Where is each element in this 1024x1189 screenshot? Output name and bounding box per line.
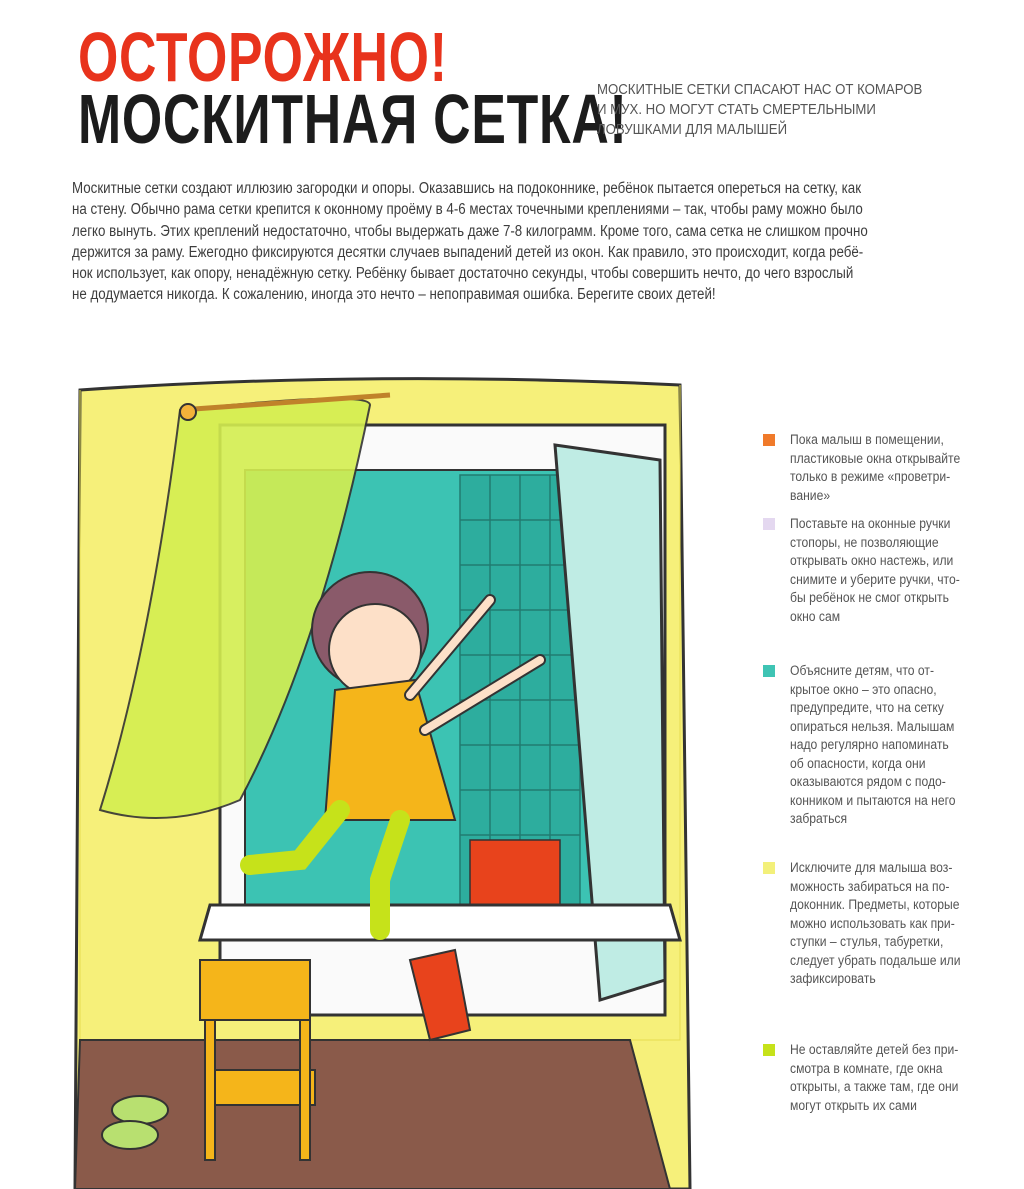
tip-line: можность забираться на по-: [790, 878, 950, 894]
bullet-square: [763, 518, 775, 530]
tip-line: опираться нельзя. Малышам: [790, 718, 955, 734]
tip-line: пластиковые окна открывайте: [790, 450, 961, 466]
slipper: [112, 1096, 168, 1124]
intro-line: не додумается никогда. К сожалению, иногда это нечто – непоправимая ошибка. Берегите своих детей!: [72, 286, 716, 304]
tip-line: Поставьте на оконные ручки: [790, 516, 951, 531]
tip-line: бы ребёнок не смог открыть: [790, 590, 949, 605]
tip-line: Пока малыш в помещении,: [790, 432, 944, 447]
tip-text: [790, 662, 982, 829]
subtitle: [597, 80, 922, 140]
tip-line: открыты, а также там, где они: [790, 1079, 959, 1094]
intro-line: легко вынуть. Этих креплений недостаточно, чтобы выдержать даже 7-8 килограмм. Кроме того, сама сетка не слишком прочно: [72, 222, 868, 240]
subtitle-line: МОСКИТНЫЕ СЕТКИ СПАСАЮТ НАС ОТ КОМАРОВ: [597, 81, 923, 98]
tip-line: зафиксировать: [790, 971, 876, 986]
title-mosquito-net: МОСКИТНАЯ СЕТКА!: [78, 80, 628, 158]
tip-text: [790, 515, 982, 626]
intro-line: Москитные сетки создают иллюзию загородки и опоры. Оказавшись на подоконнике, ребёнок пытается опереться на сетку, как: [72, 180, 862, 197]
tip-line: могут открыть их сами: [790, 1097, 917, 1113]
tip-line: крытое окно – это опасно,: [790, 681, 937, 697]
tip-line: оказываются рядом с подо-: [790, 774, 946, 789]
slipper: [102, 1121, 158, 1149]
intro-line: на стену. Обычно рама сетки крепится к оконному проёму в 4-6 местах точечными креплениями – так, чтобы раму можно было: [72, 201, 863, 219]
tip-line: снимите и уберите ручки, что-: [790, 571, 960, 587]
tip-line: об опасности, когда они: [790, 755, 926, 771]
tip-line: Исключите для малыша воз-: [790, 860, 953, 875]
outside-roof: [470, 840, 560, 905]
intro-line: нок использует, как опору, ненадёжную сетку. Ребёнку бывает достаточно секунды, чтобы совершить нечто, до чего взрослый: [72, 265, 854, 283]
tip-item: [763, 859, 1003, 989]
tip-line: конником и пытаются на него: [790, 792, 956, 808]
curtain-rod-finial: [180, 404, 196, 420]
intro-line: держится за раму. Ежегодно фиксируются десятки случаев выпадений детей из окон. Как правило, это происходит, когда ребё-: [72, 243, 864, 261]
subtitle-line: ЛОВУШКАМИ ДЛЯ МАЛЫШЕЙ: [597, 121, 788, 138]
tip-line: Объясните детям, что от-: [790, 663, 934, 678]
window-sill: [200, 905, 680, 940]
tip-item: [763, 662, 1003, 829]
bullet-square: [763, 665, 775, 677]
tip-line: ступки – стулья, табуретки,: [790, 934, 944, 949]
tip-text: [790, 431, 982, 505]
tip-line: только в режиме «проветри-: [790, 469, 951, 484]
tip-line: доконник. Предметы, которые: [790, 897, 960, 912]
tip-line: вание»: [790, 487, 831, 503]
tip-text: [790, 1041, 982, 1115]
bullet-square: [763, 862, 775, 874]
tip-line: смотра в комнате, где окна: [790, 1060, 943, 1076]
intro-paragraph: [72, 178, 868, 306]
tip-item: [763, 1041, 1003, 1115]
tip-line: стопоры, не позволяющие: [790, 534, 939, 550]
bullet-square: [763, 434, 775, 446]
title-warning: ОСТОРОЖНО!: [78, 18, 448, 96]
window-illustration: [70, 350, 700, 1189]
subtitle-line: И МУХ. НО МОГУТ СТАТЬ СМЕРТЕЛЬНЫМИ: [597, 101, 876, 118]
tip-line: открывать окно настежь, или: [790, 553, 954, 568]
tip-line: окно сам: [790, 608, 841, 624]
tip-line: предупредите, что на сетку: [790, 700, 944, 715]
tip-item: [763, 515, 1003, 626]
tip-item: [763, 431, 1003, 505]
tip-line: забраться: [790, 811, 848, 826]
tip-line: следует убрать подальше или: [790, 952, 961, 968]
tip-line: можно использовать как при-: [790, 915, 955, 931]
tip-line: Не оставляйте детей без при-: [790, 1042, 959, 1057]
tip-line: надо регулярно напоминать: [790, 737, 949, 752]
tip-text: [790, 859, 982, 989]
bullet-square: [763, 1044, 775, 1056]
